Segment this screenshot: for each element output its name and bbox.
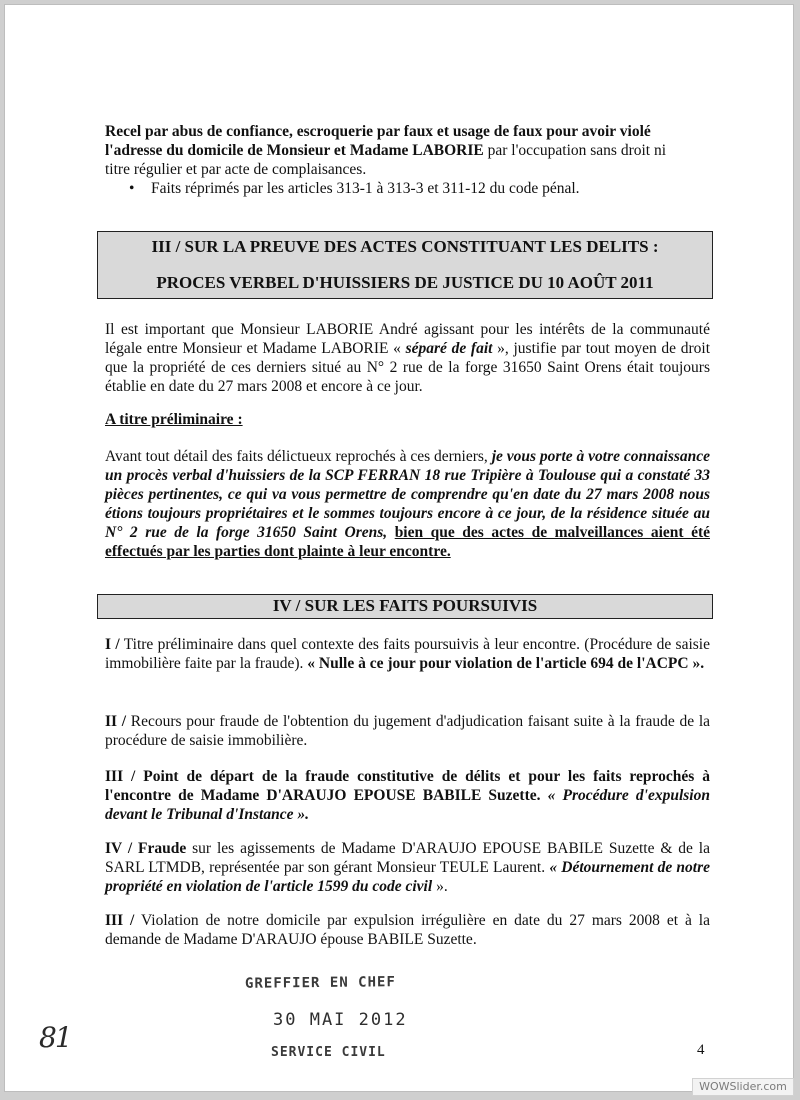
paragraph-laborie bbox=[105, 320, 710, 396]
intro-normal-after: par l'occupation sans droit ni bbox=[483, 142, 667, 159]
item1-text: Titre préliminaire dans quel contexte des faits poursuivis à leur encontre. (Procédure de saisie immobilière faite par la fraude). bbox=[105, 636, 710, 672]
section3-banner bbox=[97, 231, 713, 299]
item4-text: sur les agissements de Madame D'ARAUJO EPOUSE BABILE Suzette & de la SARL LTMDB, représentée par son gérant Monsieur TEULE Laurent. bbox=[105, 840, 710, 876]
para1-emphasis: séparé de fait bbox=[405, 340, 493, 357]
para2-underlined: bien que des actes de malveillances aient été effectués par les parties dont plainte à leur encontre. bbox=[105, 524, 710, 560]
bullet-icon: • bbox=[129, 180, 135, 197]
preliminary-heading: A titre préliminaire : bbox=[105, 411, 243, 428]
para2-emphasis: je vous porte à votre connaissance un procès verbal d'huissiers de la SCP FERRAN 18 rue Tripière à Toulouse qui a constaté 33 pièces pertinentes, ce qui va vous permettre de comprendre qu'en date du 27 mars 2008 nous étions toujours propriétaires et le sommes toujours encore à ce jour, de la résidence située au N° 2 rue de la forge 31650 Saint Orens, bbox=[105, 448, 711, 541]
intro-paragraph bbox=[105, 122, 710, 179]
item-5 bbox=[105, 911, 710, 949]
item4-emphasis: « Détournement de notre propriété en violation de l'article 1599 du code civil bbox=[105, 859, 710, 895]
stamp-greffier: GREFFIER EN CHEF bbox=[244, 974, 396, 992]
item3-emphasis: « Procédure d'expulsion devant le Tribunal d'Instance ». bbox=[105, 787, 710, 823]
intro-bold-line2: l'adresse du domicile de Monsieur et Madame LABORIE bbox=[105, 142, 484, 159]
item5-text: Violation de notre domicile par expulsion irrégulière en date du 27 mars 2008 et à la demande de Madame D'ARAUJO épouse BABILE Suzette. bbox=[105, 912, 710, 948]
item4-lead: IV / Fraude bbox=[105, 840, 187, 857]
stamp-date: 30 MAI 2012 bbox=[273, 1010, 408, 1030]
document-page bbox=[4, 4, 794, 1092]
item2-lead: II / bbox=[105, 713, 127, 730]
para1-end: », justifie par tout moyen de droit que la propriété de ces derniers situé au N° 2 rue de la forge 31650 Saint Orens était toujours établie en date du 27 mars 2008 et encore à ce jour. bbox=[105, 340, 711, 395]
item1-bold: « Nulle à ce jour pour violation de l'article 694 de l'ACPC ». bbox=[307, 655, 705, 672]
intro-bold-line1: Recel par abus de confiance, escroquerie par faux et usage de faux pour avoir violé bbox=[105, 123, 651, 140]
item1-lead: I / bbox=[105, 636, 120, 653]
watermark: WOWSlider.com bbox=[692, 1078, 794, 1096]
stamp-service: SERVICE CIVIL bbox=[271, 1045, 386, 1060]
item-1 bbox=[105, 635, 710, 673]
paragraph-proces-verbal bbox=[105, 447, 710, 561]
item-2 bbox=[105, 712, 710, 750]
intro-line3: titre régulier et par acte de complaisances. bbox=[105, 161, 367, 178]
section4-banner bbox=[97, 594, 713, 619]
section3-title2: PROCES VERBEL D'HUISSIERS DE JUSTICE DU 10 AOÛT 2011 bbox=[156, 273, 654, 292]
para2-text: Avant tout détail des faits délictueux reprochés à ces derniers, bbox=[105, 448, 492, 465]
section4-title: IV / SUR LES FAITS POURSUIVIS bbox=[272, 596, 538, 615]
para1-text: Il est important que Monsieur LABORIE André agissant pour les intérêts de la communauté légale entre Monsieur et Madame LABORIE « bbox=[105, 321, 710, 357]
item2-text: Recours pour fraude de l'obtention du jugement d'adjudication faisant suite à la fraude de la procédure de saisie immobilière. bbox=[105, 713, 711, 749]
section3-title1: III / SUR LA PREUVE DES ACTES CONSTITUANT LES DELITS : bbox=[151, 237, 659, 256]
handwritten-annotation: 81 bbox=[39, 1021, 71, 1054]
item-3 bbox=[105, 767, 710, 824]
intro-bullet bbox=[129, 179, 689, 198]
item5-lead: III / bbox=[105, 912, 135, 929]
page-number: 4 bbox=[697, 1042, 705, 1058]
item-4 bbox=[105, 839, 710, 896]
intro-bullet-text: Faits réprimés par les articles 313-1 à 313-3 et 311-12 du code pénal. bbox=[151, 180, 580, 197]
item3-bold: III / Point de départ de la fraude constitutive de délits et pour les faits reprochés à l'encontre de Madame D'ARAUJO EPOUSE BABILE Suzette. bbox=[105, 768, 710, 804]
item4-end: ». bbox=[432, 878, 448, 895]
